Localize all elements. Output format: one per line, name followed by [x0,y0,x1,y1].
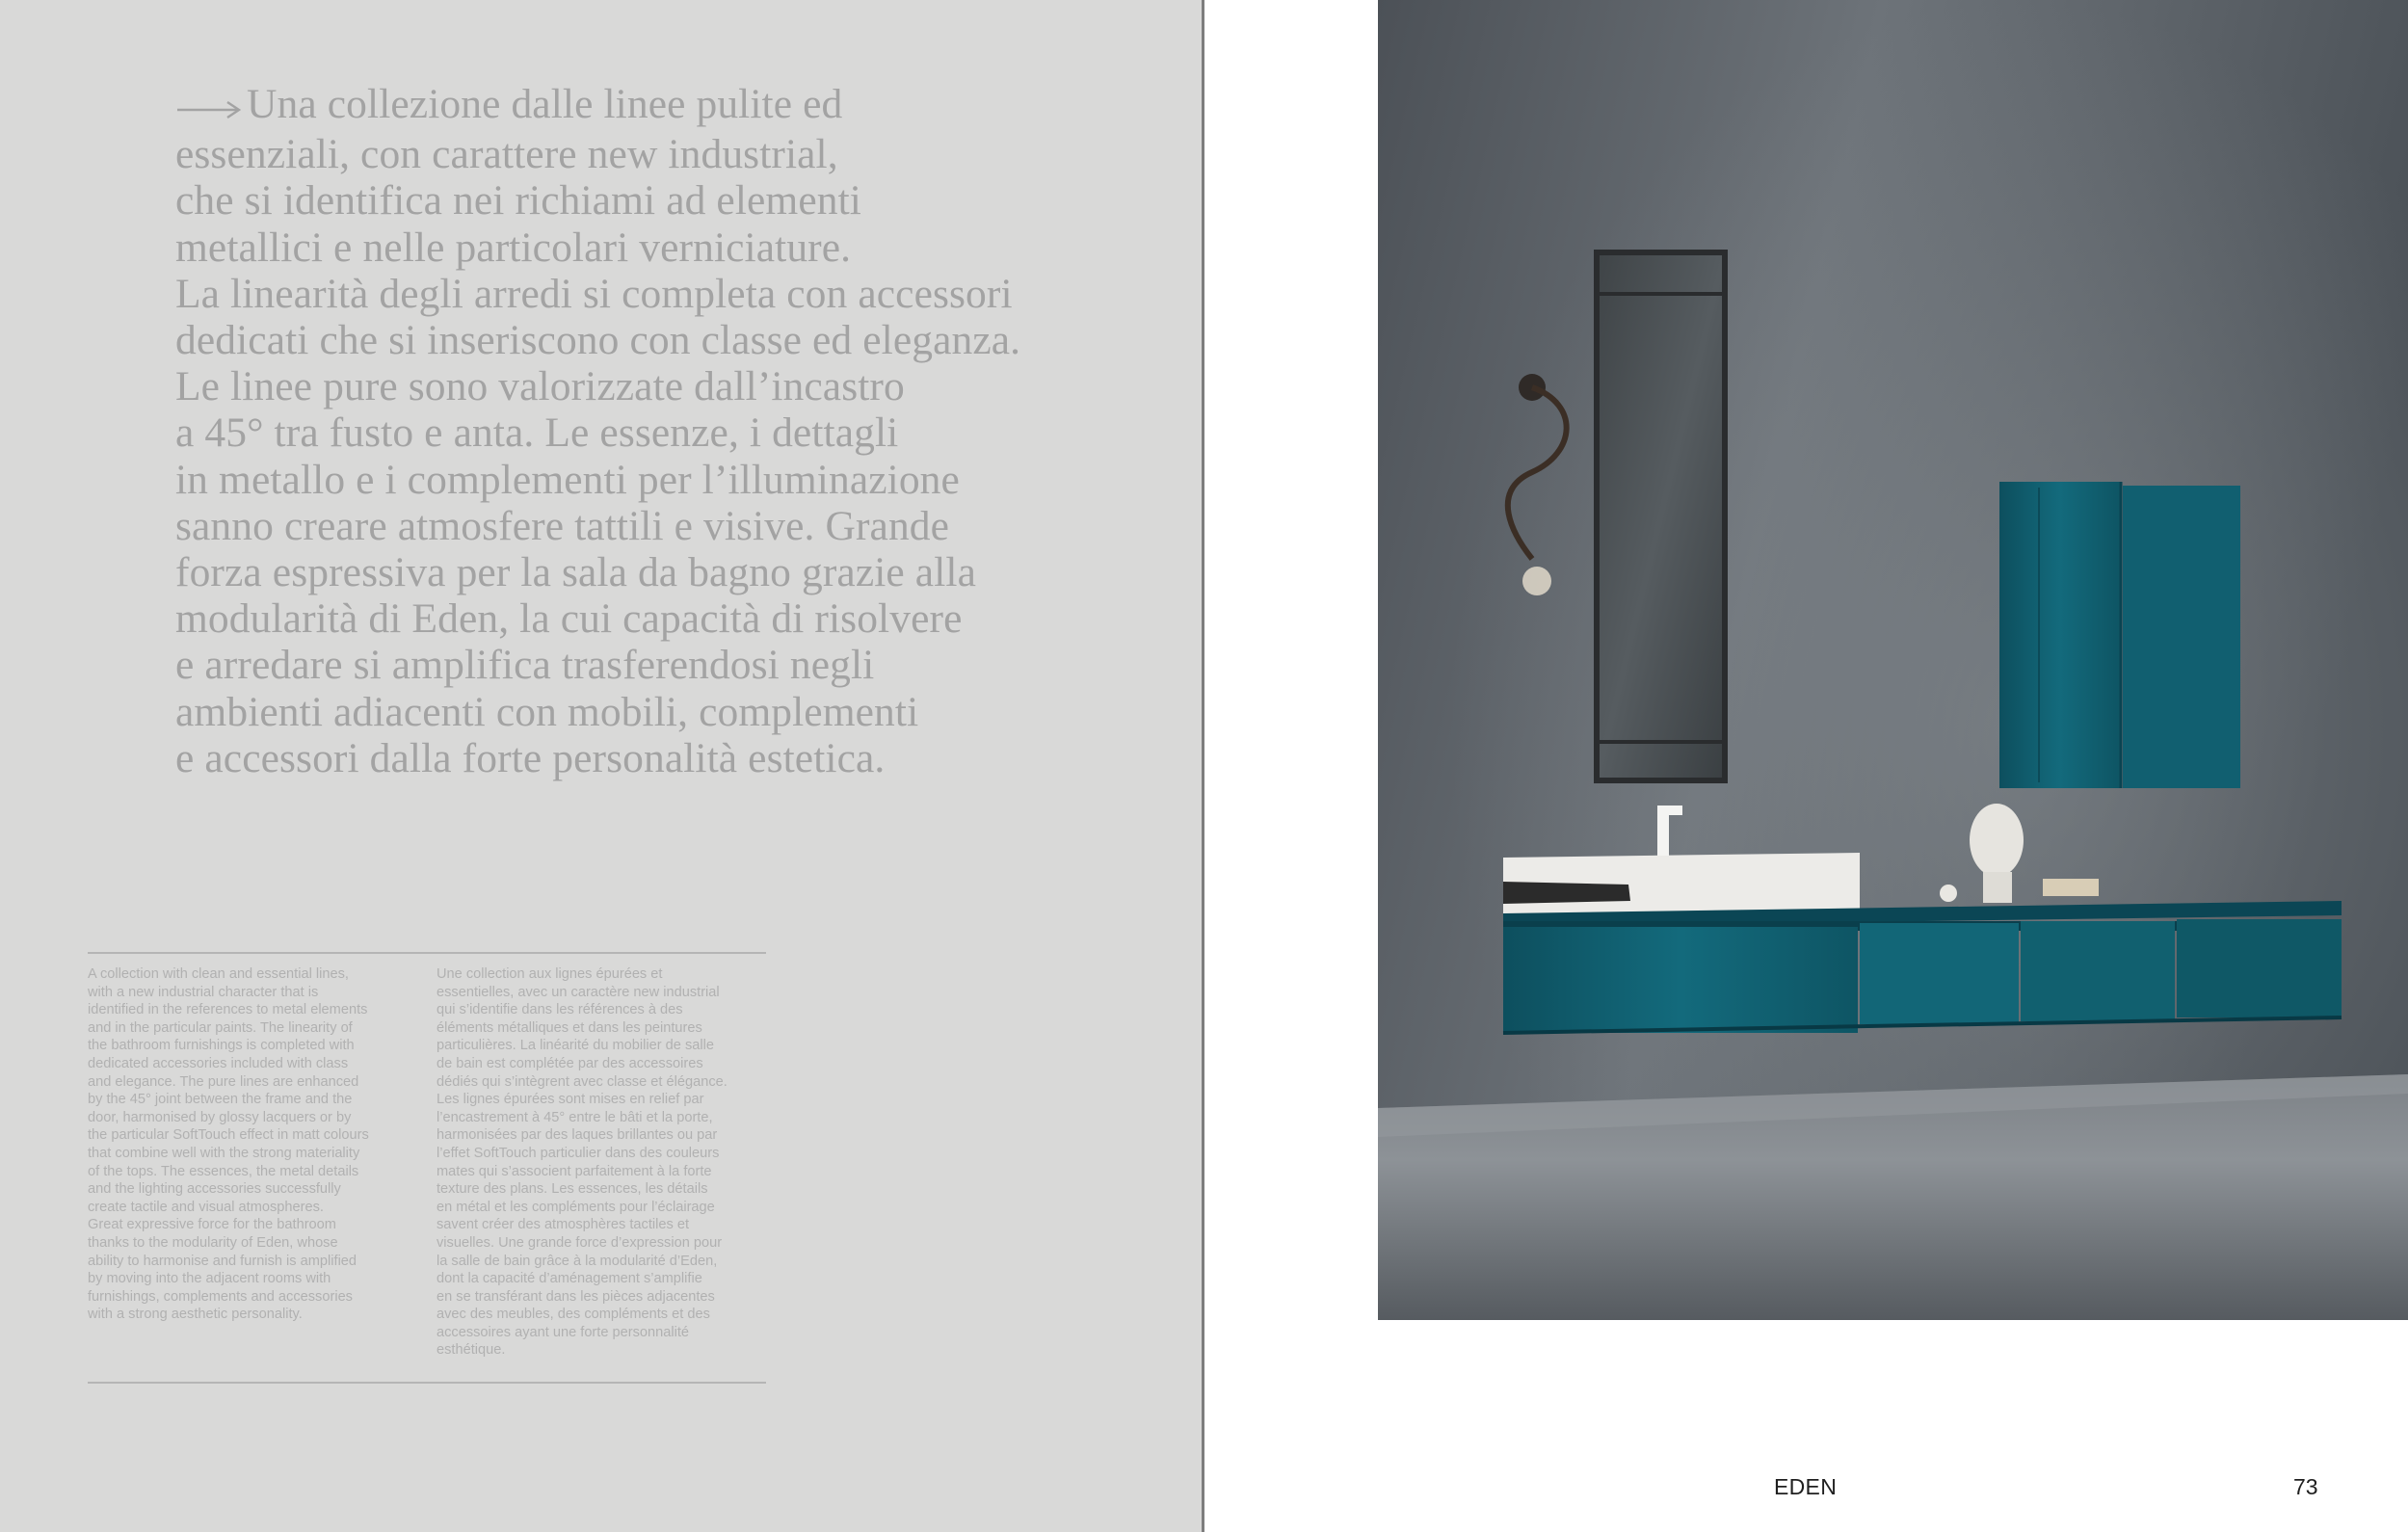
page-number: 73 [2293,1474,2318,1499]
english-line: Great expressive force for the bathroom [88,1217,336,1233]
english-line: by moving into the adjacent rooms with [88,1271,331,1287]
french-line: éléments métalliques et dans les peintures [437,1019,702,1036]
french-line: de bain est complétée par des accessoires [437,1055,703,1071]
french-line: avec des meubles, des compléments et des [437,1307,710,1323]
headline-line-12: e arredare si amplifica trasferendosi negli [175,642,875,689]
english-line: door, harmonised by glossy lacquers or by [88,1109,352,1125]
english-line: and the lighting accessories successfully [88,1181,341,1198]
french-line: en se transférant dans les pièces adjacentes [437,1288,715,1305]
left-page [0,0,1202,1532]
headline-line-1: essenziali, con carattere new industrial, [175,131,838,178]
english-line: the bathroom furnishings is completed with [88,1038,355,1054]
footer-title: EDEN [1774,1474,1838,1499]
english-line: furnishings, complements and accessories [88,1288,353,1305]
english-text-column [88,965,425,1324]
headline-line [175,81,1139,131]
french-line: dont la capacité d’aménagement s’amplifie [437,1271,702,1287]
french-line: esthétique. [437,1342,506,1359]
headline-line-2: che si identifica nei richiami ad elementi [175,177,861,225]
headline-line-7: a 45° tra fusto e anta. Le essenze, i dettagli [175,409,899,457]
headline-line-14: e accessori dalla forte personalità estetica. [175,734,886,781]
french-line: essentielles, avec un caractère new industrial [437,984,720,1000]
headline-line-5: dedicati che si inseriscono con classe ed eleganza. [175,316,1021,363]
headline-line-3: metallici e nelle particolari verniciature. [175,224,852,271]
headline-line-6: Le linee pure sono valorizzate dall’incastro [175,363,905,410]
french-text-column [437,965,774,1360]
french-line: visuelles. Une grande force d’expression pour [437,1234,723,1251]
french-line: l’encastrement à 45° entre le bâti et la porte, [437,1109,713,1125]
headline-line-10: forza espressiva per la sala da bagno grazie alla [175,548,976,595]
italian-headline [175,81,1139,781]
english-line: with a strong aesthetic personality. [88,1307,303,1323]
wall-cabinet [1999,482,2240,788]
divider-top [88,952,766,954]
french-line: Une collection aux lignes épurées et [437,966,663,982]
headline-line-8: in metallo e i complementi per l’illuminazione [175,456,960,503]
french-line: qui s’identifie dans les références à des [437,1002,683,1018]
english-line: and in the particular paints. The linearity of [88,1019,353,1036]
long-right-arrow-icon [175,85,245,131]
mirror [1597,252,1725,780]
divider-bottom [88,1382,766,1384]
english-line: of the tops. The essences, the metal details [88,1163,359,1179]
headline-line-13: ambienti adiacenti con mobili, complementi [175,688,919,735]
headline-line-11: modularità di Eden, la cui capacità di risolvere [175,595,963,643]
french-line: harmonisées par des laques brillantes ou par [437,1127,718,1144]
french-line: mates qui s’associent parfaitement à la forte [437,1163,712,1179]
english-line: ability to harmonise and furnish is amplified [88,1253,357,1269]
english-line: A collection with clean and essential lines, [88,966,349,982]
headline-line-9: sanno creare atmosfere tattili e visive. Grande [175,502,950,549]
french-line: Les lignes épurées sont mises en relief par [437,1092,704,1108]
french-line: la salle de bain grâce à la modularité d’Eden, [437,1253,718,1269]
english-line: create tactile and visual atmospheres. [88,1199,324,1215]
french-line: texture des plans. Les essences, les détails [437,1181,708,1198]
headline-line-4: La linearità degli arredi si completa con accessori [175,270,1013,317]
english-line: dedicated accessories included with class [88,1055,349,1071]
english-line: thanks to the modularity of Eden, whose [88,1234,338,1251]
french-line: en métal et les compléments pour l’éclairage [437,1199,715,1215]
english-line: with a new industrial character that is [88,984,319,1000]
french-line: l’effet SoftTouch particulier dans des couleurs [437,1145,720,1161]
english-line: identified in the references to metal elements [88,1002,368,1018]
english-line: the particular SoftTouch effect in matt colours [88,1127,369,1144]
french-line: accessoires ayant une forte personnalité [437,1324,690,1340]
english-line: and elegance. The pure lines are enhanced [88,1073,359,1090]
vanity-unit [1503,901,2342,1033]
english-line: that combine well with the strong materiality [88,1145,360,1161]
french-line: particulières. La linéarité du mobilier de salle [437,1038,714,1054]
headline-line-0: Una collezione dalle linee pulite ed [247,81,843,127]
bathroom-photo [1378,0,2408,1320]
english-line: by the 45° joint between the frame and the [88,1092,353,1108]
french-line: dédiés qui s’intègrent avec classe et élégance. [437,1073,728,1090]
french-line: savent créer des atmosphères tactiles et [437,1217,690,1233]
